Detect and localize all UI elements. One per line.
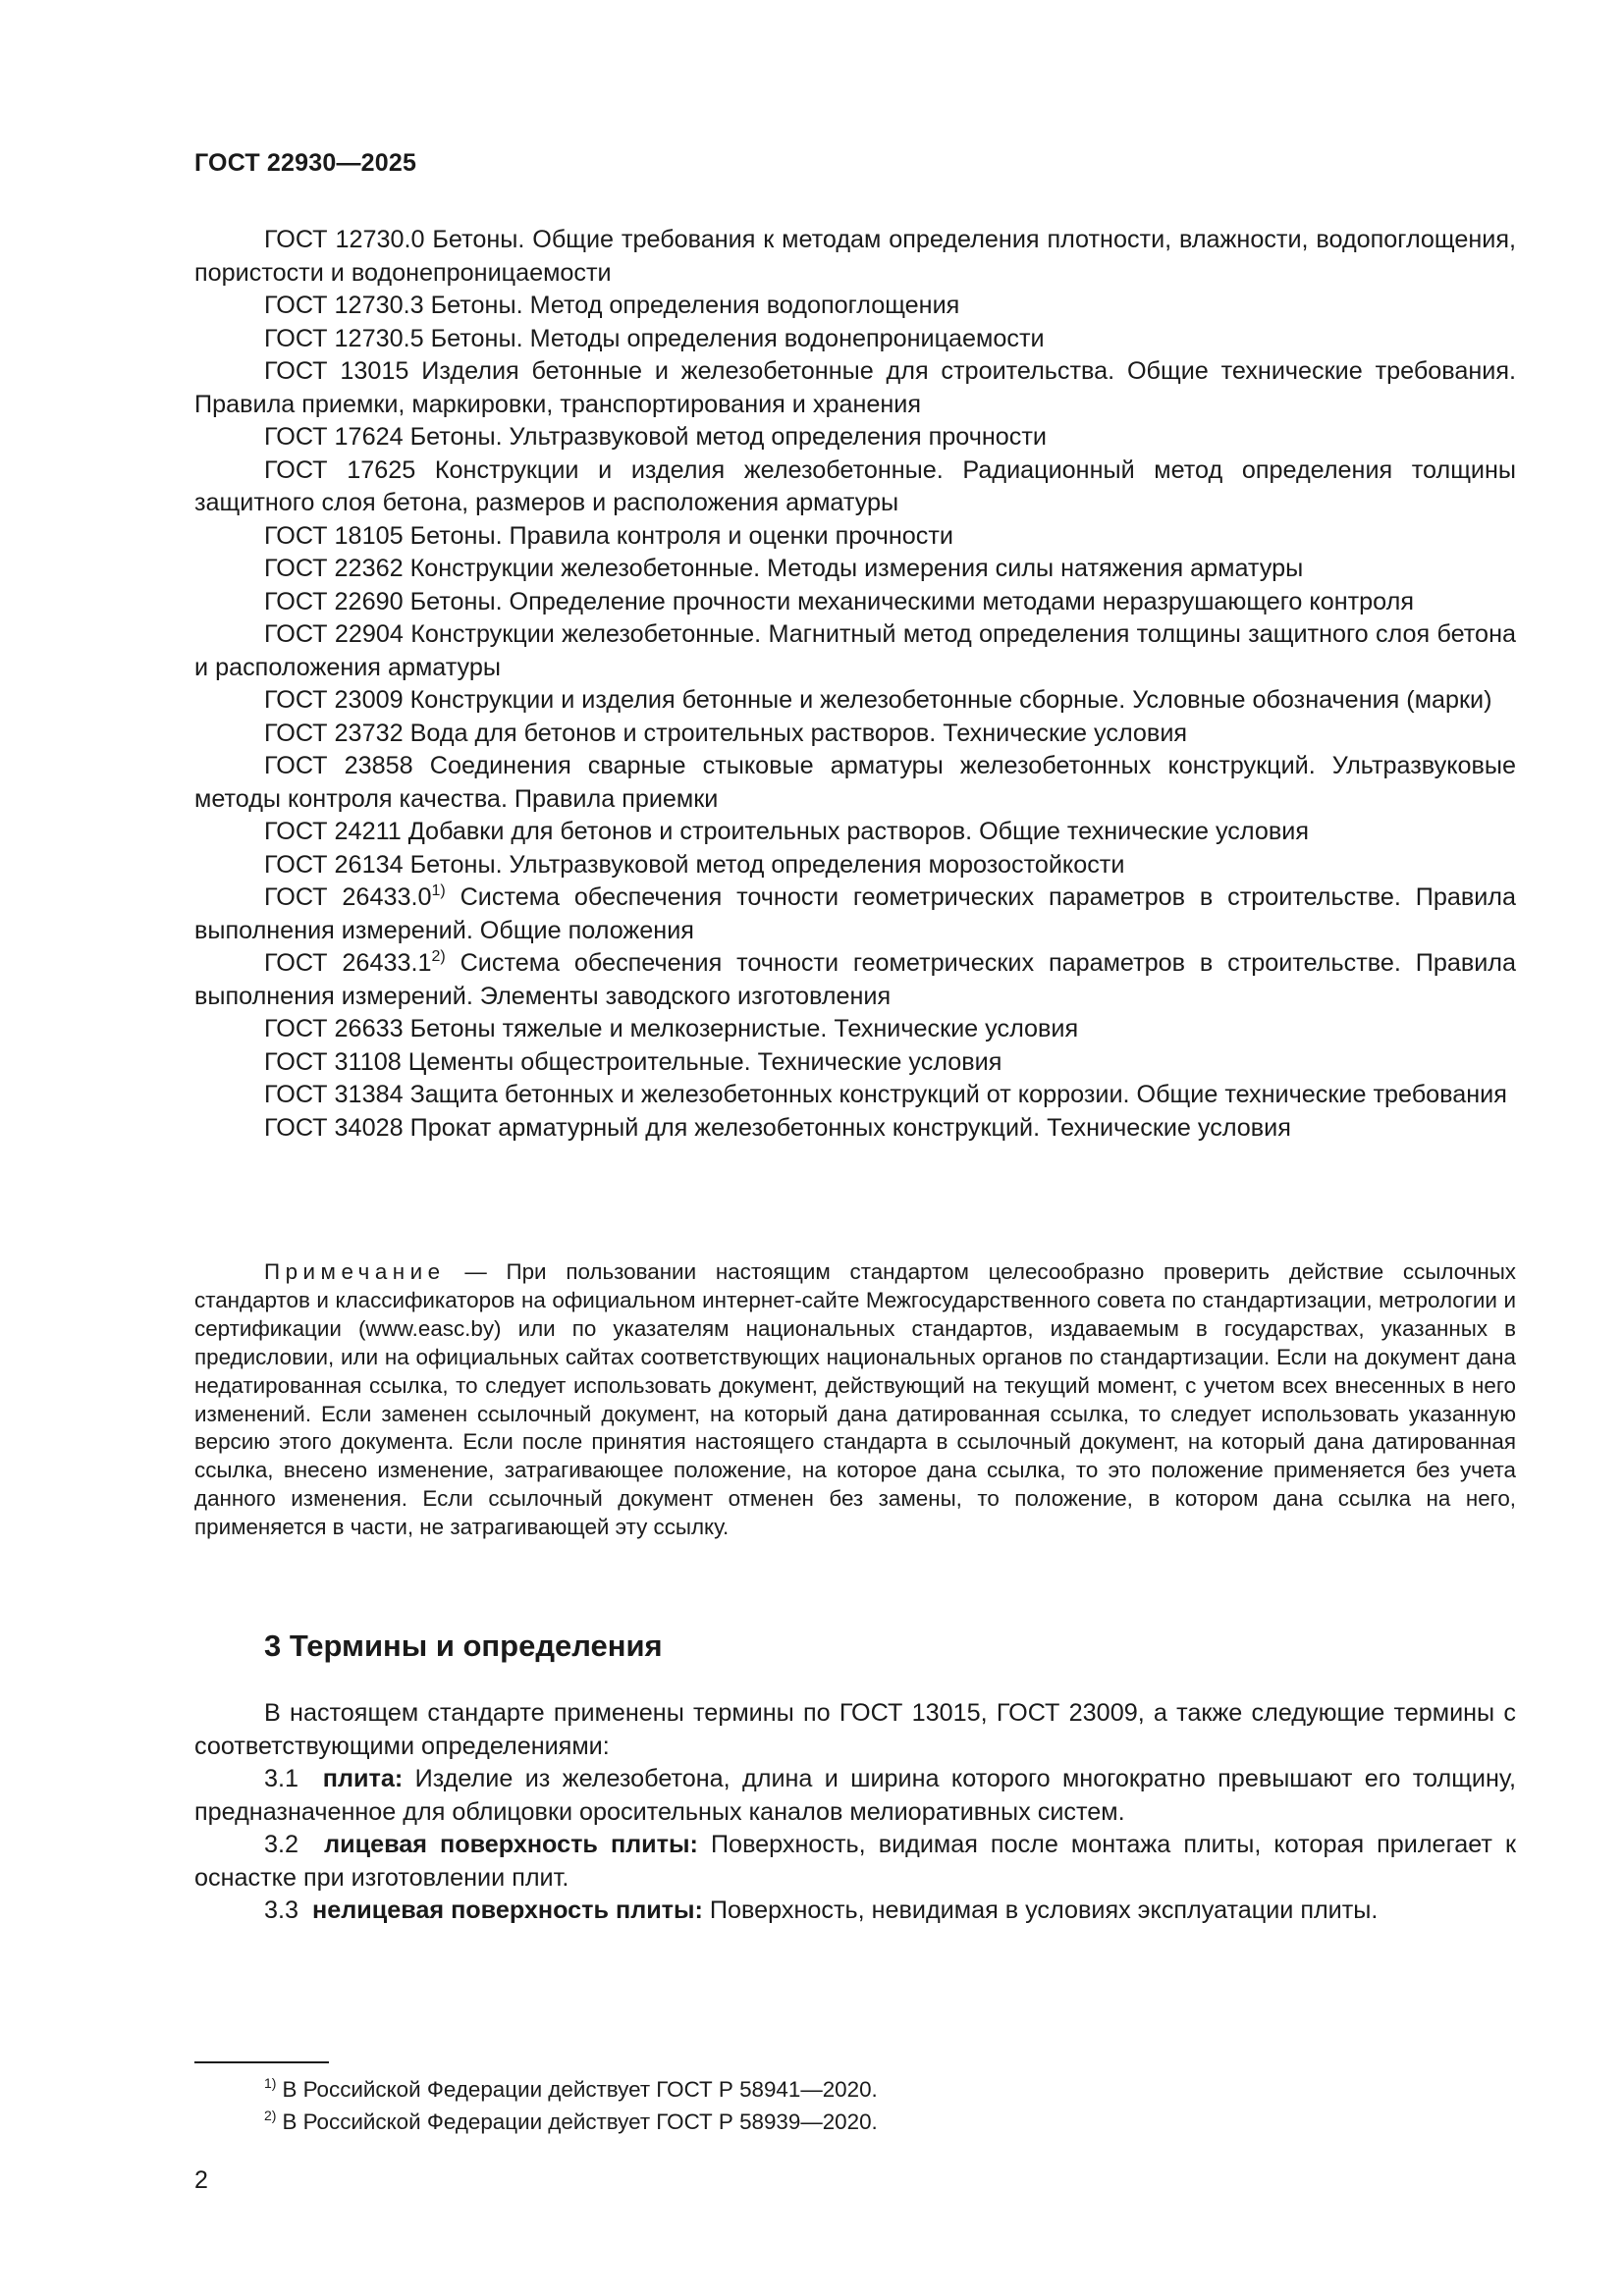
term-number: 3.1	[264, 1765, 299, 1792]
note-paragraph	[194, 1258, 1516, 1542]
reference-item: ГОСТ 31384 Защита бетонных и железобетонных конструкций от коррозии. Общие технические требования	[264, 1081, 1507, 1108]
term-definition	[194, 1829, 1516, 1895]
terms-section	[194, 1697, 1516, 1928]
footnote	[264, 2106, 878, 2138]
footnote-mark: 1)	[431, 882, 446, 899]
document-header: ГОСТ 22930—2025	[194, 149, 417, 177]
footnote-divider	[194, 2061, 329, 2063]
reference-item: ГОСТ 23732 Вода для бетонов и строительных растворов. Технические условия	[264, 719, 1188, 747]
term-text: Поверхность, видимая после монтажа плиты, которая прилегает к оснастке при изготовлении плит.	[194, 1831, 1516, 1892]
term-number: 3.3	[264, 1896, 299, 1924]
term-definition	[194, 1895, 1516, 1928]
reference-item: ГОСТ 22362 Конструкции железобетонные. Методы измерения силы натяжения арматуры	[264, 555, 1304, 582]
page-number: 2	[194, 2166, 208, 2194]
term-text: Поверхность, невидимая в условиях эксплуатации плиты.	[702, 1896, 1379, 1924]
section-title: 3 Термины и определения	[264, 1629, 663, 1663]
reference-item: ГОСТ 34028 Прокат арматурный для железобетонных конструкций. Технические условия	[264, 1113, 1291, 1142]
reference-title: Система обеспечения точности геометрических параметров в строительстве. Правила выполнения измерений. Элементы заводского изготовления	[194, 949, 1516, 1010]
reference-item: ГОСТ 23858 Соединения сварные стыковые арматуры железобетонных конструкций. Ультразвуковые методы контроля качества. Правила приемки	[194, 752, 1516, 813]
reference-item: ГОСТ 24211 Добавки для бетонов и строительных растворов. Общие технические условия	[264, 818, 1309, 845]
note-label: Примечание	[264, 1259, 446, 1284]
reference-item: ГОСТ 31108 Цементы общестроительные. Технические условия	[264, 1047, 1002, 1076]
reference-item: ГОСТ 18105 Бетоны. Правила контроля и оценки прочности	[264, 521, 953, 550]
term-definition	[194, 1763, 1516, 1829]
footnotes	[264, 2073, 878, 2138]
reference-title: Система обеспечения точности геометрических параметров в строительстве. Правила выполнения измерений. Общие положения	[194, 883, 1516, 944]
reference-item: ГОСТ 13015 Изделия бетонные и железобетонные для строительства. Общие технические требования. Правила приемки, маркировки, транспортирования и хранения	[194, 357, 1516, 418]
footnote-mark: 2)	[264, 2108, 277, 2123]
footnote-mark: 2)	[431, 948, 446, 965]
term-name: лицевая поверхность плиты:	[324, 1831, 698, 1858]
reference-code: ГОСТ 26433.1	[264, 949, 432, 977]
reference-item-footnoted	[194, 947, 1516, 1013]
footnote-text: В Российской Федерации действует ГОСТ Р 58941—2020.	[282, 2077, 878, 2102]
term-name: плита:	[322, 1765, 404, 1792]
term-number: 3.2	[264, 1831, 299, 1858]
reference-item: ГОСТ 22690 Бетоны. Определение прочности механическими методами неразрушающего контроля	[264, 587, 1414, 615]
reference-item: ГОСТ 26134 Бетоны. Ультразвуковой метод определения морозостойкости	[264, 850, 1125, 879]
section-intro: В настоящем стандарте применены термины по ГОСТ 13015, ГОСТ 23009, а также следующие термины с соответствующими определениями:	[194, 1699, 1516, 1760]
term-text: Изделие из железобетона, длина и ширина которого многократно превышают его толщину, предназначенное для облицовки оросительных каналов мелиоративных систем.	[194, 1765, 1516, 1826]
reference-item: ГОСТ 12730.0 Бетоны. Общие требования к методам определения плотности, влажности, водопоглощения, пористости и водонепроницаемости	[194, 226, 1516, 287]
note-text: — При пользовании настоящим стандартом целесообразно проверить действие ссылочных стандартов и классификаторов на официальном интернет-сайте Межгосударственного совета по стандартизации, метрологии и сертификации (www.easc.by) или по указателям национальных стандартов, издаваемым в государствах, указанных в предисловии, или на официальных сайтах соответствующих национальных органов по стандартизации. Если на документ дана недатированная ссылка, то следует использовать документ, действующий на текущий момент, с учетом всех внесенных в него изменений. Если заменен ссылочный документ, на который дана датированная ссылка, то следует использовать указанную версию этого документа. Если после принятия настоящего стандарта в ссылочный документ, на который дана датированная ссылка, внесено изменение, затрагивающее положение, на которое дана ссылка, то это положение применяется без учета данного изменения. Если ссылочный документ отменен без замены, то положение, в котором дана ссылка на него, применяется в части, не затрагивающей эту ссылку.	[194, 1259, 1516, 1540]
reference-item: ГОСТ 17624 Бетоны. Ультразвуковой метод определения прочности	[264, 423, 1047, 451]
reference-code: ГОСТ 26433.0	[264, 883, 432, 911]
normative-references	[194, 224, 1516, 1145]
reference-item: ГОСТ 22904 Конструкции железобетонные. Магнитный метод определения толщины защитного слоя бетона и расположения арматуры	[194, 620, 1516, 681]
term-name: нелицевая поверхность плиты:	[312, 1896, 703, 1924]
reference-item: ГОСТ 12730.3 Бетоны. Метод определения водопоглощения	[264, 292, 960, 319]
reference-item: ГОСТ 17625 Конструкции и изделия железобетонные. Радиационный метод определения толщины защитного слоя бетона, размеров и расположения арматуры	[194, 455, 1516, 516]
reference-item: ГОСТ 12730.5 Бетоны. Методы определения водонепроницаемости	[264, 324, 1045, 352]
reference-item: ГОСТ 26633 Бетоны тяжелые и мелкозернистые. Технические условия	[264, 1015, 1079, 1042]
reference-item: ГОСТ 23009 Конструкции и изделия бетонные и железобетонные сборные. Условные обозначения (марки)	[264, 686, 1492, 714]
footnote	[264, 2073, 878, 2106]
footnote-mark: 1)	[264, 2075, 277, 2091]
reference-item-footnoted	[194, 881, 1516, 947]
footnote-text: В Российской Федерации действует ГОСТ Р 58939—2020.	[282, 2109, 878, 2134]
